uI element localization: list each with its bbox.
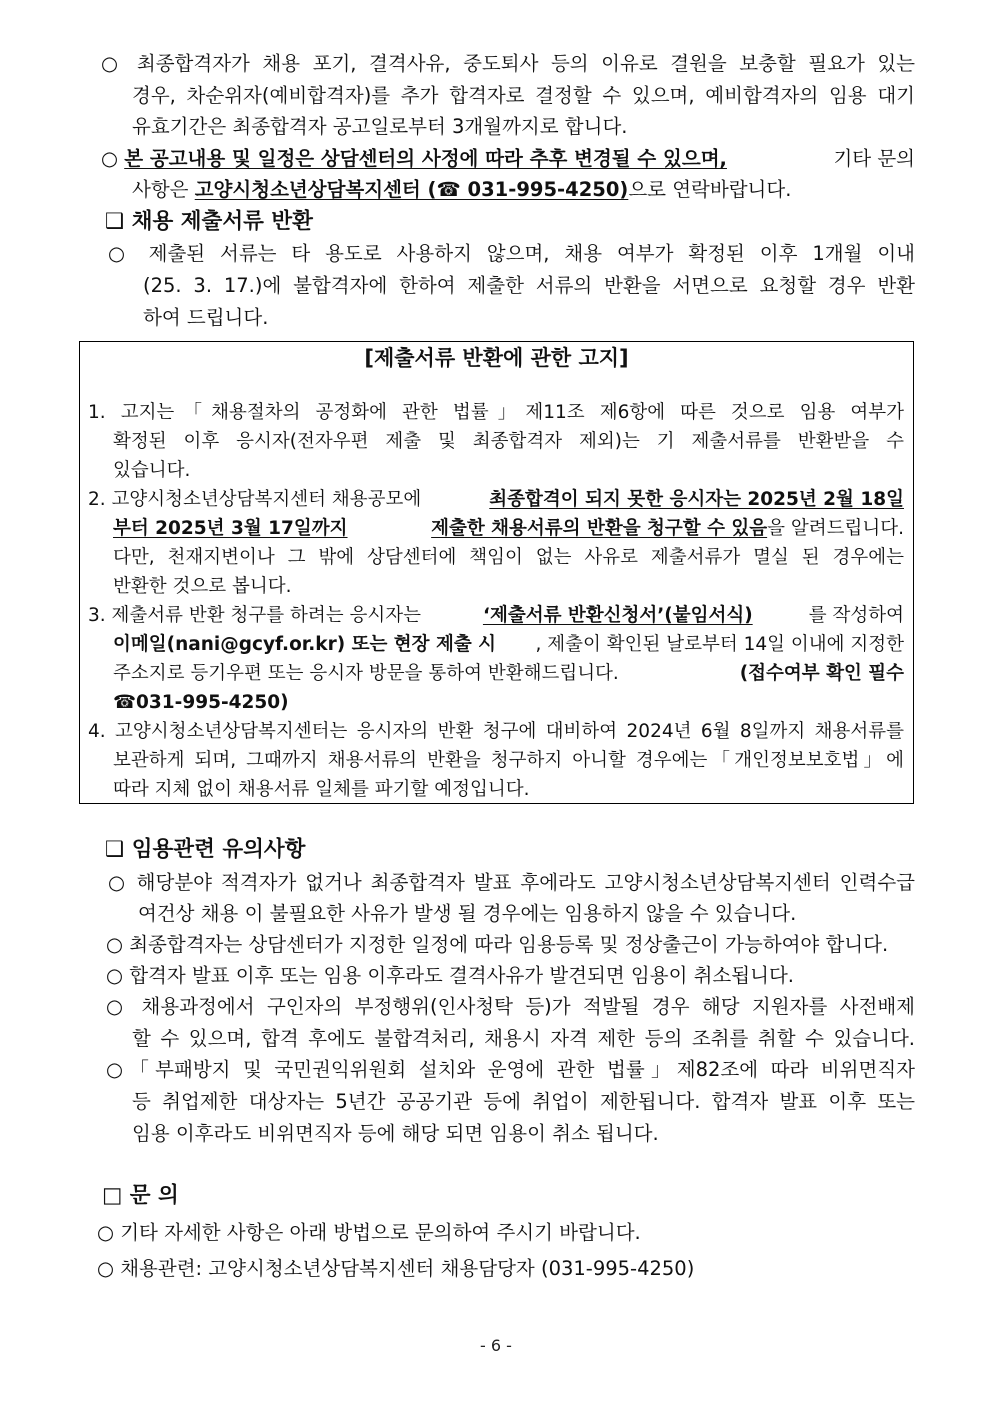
notice-item-1-line-3: 있습니다. — [113, 460, 191, 481]
page-number: - 6 - — [480, 1336, 512, 1355]
return-line-1: ○ 제출된 서류는 타 용도로 사용하지 않으며, 채용 여부가 확정된 이후 1개월 이내 — [108, 242, 915, 265]
intro-line-3: 유효기간은 최종합격자 공고일로부터 3개월까지로 합니다. — [132, 115, 628, 138]
appointment-5-line-3: 임용 이후라도 비위면직자 등에 해당 되면 임용이 취소 됩니다. — [132, 1122, 659, 1145]
contact-center-text: 고양시청소년상담복지센터 (☎ 031-995-4250) — [194, 178, 629, 201]
appointment-4-line-2: 할 수 있으며, 합격 후에도 불합격처리, 채용시 자격 제한 등의 조취를 취할 수 있습니다. — [132, 1027, 915, 1050]
return-heading: ❑ 채용 제출서류 반환 — [105, 209, 313, 234]
notice-box-title: [제출서류 반환에 관한 고지] — [364, 346, 629, 370]
appointment-1-line-1: ○ 해당분야 적격자가 없거나 최종합격자 발표 후에라도 고양시청소년상담복지센터 인력수급 — [108, 871, 915, 894]
return-line-3: 하여 드립니다. — [143, 306, 269, 329]
notice-item-4-line-1: 4. 고양시청소년상담복지센터는 응시자의 반환 청구에 대비하여 2024년 6월 8일까지 채용서류를 — [88, 721, 904, 742]
inquiry-line-2: ○ 채용관련: 고양시청소년상담복지센터 채용담당자 (031-995-4250) — [97, 1257, 695, 1280]
appointment-1-line-2: 여건상 채용 이 불필요한 사유가 발생 될 경우에는 임용하지 않을 수 있습니다. — [138, 902, 797, 925]
intro-line-2: 경우, 차순위자(예비합격자)를 추가 합격자로 결정할 수 있으며, 예비합격자의 임용 대기 — [132, 84, 915, 107]
notice-item-1-line-2: 확정된 이후 응시자(전자우편 제출 및 최종합격자 제외)는 기 제출서류를 반환받을 수 — [113, 431, 904, 452]
appointment-5-line-1: ○「부패방지 및 국민권익위원회 설치와 운영에 관한 법률」제82조에 따라 비위면직자 — [106, 1058, 915, 1081]
appointment-3: ○ 합격자 발표 이후 또는 임용 이후라도 결격사유가 발견되면 임용이 취소됩니다. — [106, 964, 794, 987]
notice-change-text: 본 공고내용 및 일정은 상담센터의 사정에 따라 추후 변경될 수 있으며, — [124, 147, 727, 170]
notice-item-3-line-2: 이메일(nani@gcyf.or.kr) 또는 현장 제출 시 , 제출이 확인된 날로부터 14일 이내에 지정한 — [113, 631, 904, 659]
notice-item-2-line-1: 2. 고양시청소년상담복지센터 채용공모에 최종합격이 되지 못한 응시자는 2025년 2월 18일 — [88, 489, 904, 510]
email-contact: 이메일(nani@gcyf.or.kr) 또는 현장 제출 시 — [113, 634, 497, 655]
notice-item-4-line-2: 보관하게 되며, 그때까지 채용서류의 반환을 청구하지 아니할 경우에는「개인정보보호법」에 — [113, 750, 904, 771]
notice-item-2-line-4: 반환한 것으로 봅니다. — [113, 576, 292, 597]
intro-line-1: ○ 최종합격자가 채용 포기, 결격사유, 중도퇴사 등의 이유로 결원을 보충할 필요가 있는 — [101, 52, 915, 75]
appointment-5-line-2: 등 취업제한 대상자는 5년간 공공기관 등에 취업이 제한됩니다. 합격자 발표 이후 또는 — [132, 1090, 915, 1113]
inquiry-heading: □ 문 의 — [102, 1183, 179, 1208]
appointment-heading: ❑ 임용관련 유의사항 — [105, 837, 306, 862]
notice-item-3-line-3: 주소지로 등기우편 또는 응시자 방문을 통하여 반환해드립니다. (접수여부 확인 필수 — [113, 663, 904, 684]
notice-item-2-line-3: 다만, 천재지변이나 그 밖에 상담센터에 책임이 없는 사유로 제출서류가 멸실 된 경우에는 — [113, 547, 904, 568]
notice-item-2-line-2: 부터 2025년 3월 17일까지 제출한 채용서류의 반환을 청구할 수 있음을 알려드립니다. — [113, 518, 904, 539]
intro-line-4: ○ 본 공고내용 및 일정은 상담센터의 사정에 따라 추후 변경될 수 있으며, 기타 문의 — [101, 147, 915, 170]
notice-item-3-line-1: 3. 제출서류 반환 청구를 하려는 응시자는 ‘제출서류 반환신청서’(붙임서식) 를 작성하여 — [88, 605, 904, 626]
appointment-2: ○ 최종합격자는 상담센터가 지정한 일정에 따라 임용등록 및 정상출근이 가능하여야 합니다. — [106, 933, 889, 956]
notice-item-1-line-1: 1. 고지는「채용절차의 공정화에 관한 법률」제11조 제6항에 따른 것으로 임용 여부가 — [88, 402, 904, 423]
notice-item-3-line-4: ☎031-995-4250) — [113, 692, 289, 713]
appointment-4-line-1: ○ 채용과정에서 구인자의 부정행위(인사청탁 등)가 적발될 경우 해당 지원자를 사전배제 — [106, 995, 915, 1018]
notice-item-4-line-3: 따라 지체 없이 채용서류 일체를 파기할 예정입니다. — [113, 779, 530, 800]
return-line-2: (25. 3. 17.)에 불합격자에 한하여 제출한 서류의 반환을 서면으로 요청할 경우 반환 — [143, 274, 915, 297]
inquiry-line-1: ○ 기타 자세한 사항은 아래 방법으로 문의하여 주시기 바랍니다. — [97, 1221, 641, 1244]
intro-line-5: 사항은 고양시청소년상담복지센터 (☎ 031-995-4250)으로 연락바랍니다. — [132, 178, 792, 201]
